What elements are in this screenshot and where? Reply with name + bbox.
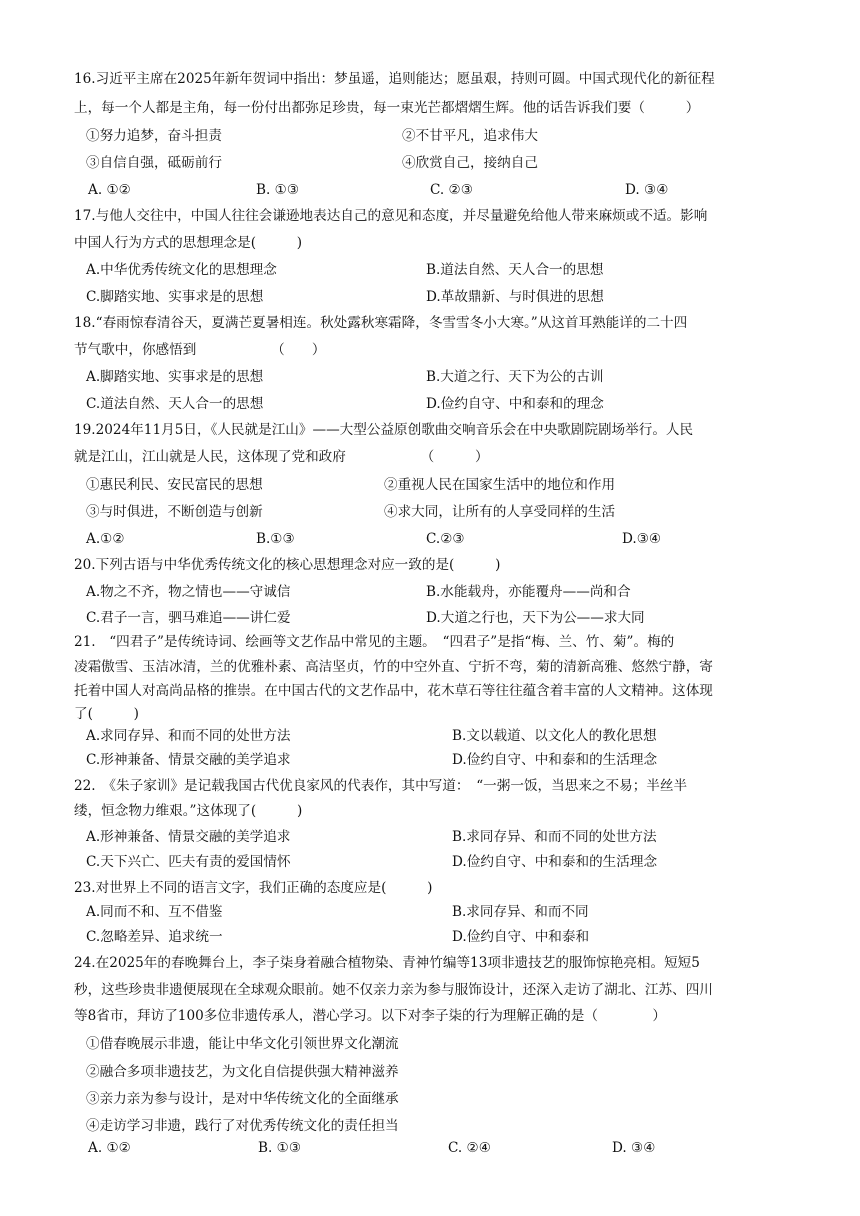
q19-statement-3: ③与时俱进，不断创造与创新 <box>86 504 263 520</box>
q23-stem-line1: 23.对世界上不同的语言文字，我们正确的态度应是( ) <box>74 880 433 896</box>
q17-choice-a[interactable]: A.中华优秀传统文化的思想理念 <box>86 262 277 278</box>
q17-stem-line1: 17.与他人交往中，中国人往往会谦逊地表达自己的意见和态度，并尽量避免给他人带来麻烦或不适。影响 <box>74 208 708 224</box>
q21-stem-line2: 凌霜傲雪、玉洁冰清，兰的优雅朴素、高洁坚贞，竹的中空外直、宁折不弯，菊的清新高雅、悠然宁静，寄 <box>74 659 713 675</box>
q23-choice-c[interactable]: C.忽略差异、追求统一 <box>86 929 223 945</box>
q21-stem-line1: 21. “四君子”是传统诗词、绘画等文艺作品中常见的主题。 “四君子”是指“梅、兰、竹、菊”。梅的 <box>74 634 675 650</box>
q18-stem-line2: 节气歌中，你感悟到 （ ） <box>74 342 326 358</box>
q16-choice-d[interactable]: D. ③④ <box>625 182 669 198</box>
q20-stem-line1: 20.下列古语与中华优秀传统文化的核心思想理念对应一致的是( ) <box>74 557 501 573</box>
q22-choice-c[interactable]: C.天下兴亡、匹夫有责的爱国情怀 <box>86 854 291 870</box>
q20-choice-c[interactable]: C.君子一言，驷马难追——讲仁爱 <box>86 610 291 626</box>
q16-choice-c[interactable]: C. ②③ <box>430 182 473 198</box>
q24-choice-a[interactable]: A. ①② <box>88 1140 131 1156</box>
q21-stem-line3: 托着中国人对高尚品格的推崇。在中国古代的文艺作品中，花木草石等往往蕴含着丰富的人文精神。这体现 <box>74 683 713 699</box>
q22-choice-b[interactable]: B.求同存异、和而不同的处世方法 <box>452 829 657 845</box>
q16-stem-line1: 16.习近平主席在2025年新年贺词中指出：梦虽遥，追则能达；愿虽艰，持则可圆。中国式现代化的新征程 <box>74 71 715 87</box>
q18-choice-d[interactable]: D.俭约自守、中和泰和的理念 <box>426 396 604 412</box>
q21-choice-a[interactable]: A.求同存异、和而不同的处世方法 <box>86 728 291 744</box>
q21-stem-line4: 了( ) <box>74 706 139 722</box>
q19-choice-d[interactable]: D.③④ <box>622 531 662 547</box>
q18-stem-line1: 18.“春雨惊春清谷天，夏满芒夏暑相连。秋处露秋寒霜降，冬雪雪冬小大寒。”从这首耳熟能详的二十四 <box>74 315 688 331</box>
q18-choice-c[interactable]: C.道法自然、天人合一的思想 <box>86 396 264 412</box>
q19-statement-2: ②重视人民在国家生活中的地位和作用 <box>384 477 616 493</box>
q22-stem-line1: 22. 《朱子家训》是记载我国古代优良家风的代表作，其中写道： “一粥一饭，当思来之不易；半丝半 <box>74 778 688 794</box>
q21-choice-b[interactable]: B.文以载道、以文化人的教化思想 <box>452 728 657 744</box>
q16-statement-4: ④欣赏自己，接纳自己 <box>402 155 538 171</box>
q20-choice-b[interactable]: B.水能载舟，亦能覆舟——尚和合 <box>426 584 631 600</box>
q24-stem-line3: 等8省市，拜访了100多位非遗传承人，潜心学习。以下对李子柒的行为理解正确的是（ ） <box>74 1008 666 1024</box>
q24-statement-3: ③亲力亲为参与设计，是对中华传统文化的全面继承 <box>86 1091 399 1107</box>
q19-choice-c[interactable]: C.②③ <box>426 531 465 547</box>
q24-choice-b[interactable]: B. ①③ <box>258 1140 302 1156</box>
q17-choice-d[interactable]: D.革故鼎新、与时俱进的思想 <box>426 289 604 305</box>
q16-choice-b[interactable]: B. ①③ <box>256 182 300 198</box>
q22-choice-d[interactable]: D.俭约自守、中和泰和的生活理念 <box>452 854 658 870</box>
q16-statement-2: ②不甘平凡，追求伟大 <box>402 128 538 144</box>
q23-choice-a[interactable]: A.同而不和、互不借鉴 <box>86 904 223 920</box>
q16-statement-1: ①努力追梦，奋斗担责 <box>86 128 222 144</box>
q19-stem-line1: 19.2024年11月5日，《人民就是江山》——大型公益原创歌曲交响音乐会在中央歌剧院剧场举行。人民 <box>74 422 694 438</box>
q24-statement-1: ①借春晚展示非遗，能让中华文化引领世界文化潮流 <box>86 1036 399 1052</box>
q24-stem-line1: 24.在2025年的春晚舞台上，李子柒身着融合植物染、青神竹编等13项非遗技艺的服饰惊艳亮相。短短5 <box>74 955 700 971</box>
q19-stem-line2: 就是江山，江山就是人民，这体现了党和政府 （ ） <box>74 449 489 465</box>
q17-stem-line2: 中国人行为方式的思想理念是( ) <box>74 235 303 251</box>
q24-stem-line2: 秒，这些珍贵非遗便展现在全球观众眼前。她不仅亲力亲为参与服饰设计，还深入走访了湖北、江苏、四川 <box>74 982 713 998</box>
q23-choice-d[interactable]: D.俭约自守、中和泰和 <box>452 929 590 945</box>
q22-stem-line2: 缕，恒念物力维艰。”这体现了( ) <box>74 803 303 819</box>
q18-choice-a[interactable]: A.脚踏实地、实事求是的思想 <box>86 369 264 385</box>
q16-choice-a[interactable]: A. ①② <box>88 182 131 198</box>
q24-choice-c[interactable]: C. ②④ <box>448 1140 491 1156</box>
q24-choice-d[interactable]: D. ③④ <box>612 1140 656 1156</box>
q19-statement-4: ④求大同，让所有的人享受同样的生活 <box>384 504 616 520</box>
q19-choice-b[interactable]: B.①③ <box>256 531 295 547</box>
q20-choice-d[interactable]: D.大道之行也，天下为公——求大同 <box>426 610 645 626</box>
q18-choice-b[interactable]: B.大道之行、天下为公的古训 <box>426 369 604 385</box>
q24-statement-2: ②融合多项非遗技艺，为文化自信提供强大精神滋养 <box>86 1064 399 1080</box>
q21-choice-c[interactable]: C.形神兼备、情景交融的美学追求 <box>86 752 291 768</box>
q19-statement-1: ①惠民利民、安民富民的思想 <box>86 477 263 493</box>
q24-statement-4: ④走访学习非遗，践行了对优秀传统文化的责任担当 <box>86 1118 399 1134</box>
q16-statement-3: ③自信自强，砥砺前行 <box>86 155 222 171</box>
q17-choice-c[interactable]: C.脚踏实地、实事求是的思想 <box>86 289 264 305</box>
q17-choice-b[interactable]: B.道法自然、天人合一的思想 <box>426 262 604 278</box>
q23-choice-b[interactable]: B.求同存异、和而不同 <box>452 904 589 920</box>
q16-stem-line2: 上，每一个人都是主角，每一份付出都弥足珍贵，每一束光芒都熠熠生辉。他的话告诉我们要（ ） <box>74 100 700 116</box>
q22-choice-a[interactable]: A.形神兼备、情景交融的美学追求 <box>86 829 291 845</box>
q19-choice-a[interactable]: A.①② <box>86 531 125 547</box>
q20-choice-a[interactable]: A.物之不齐，物之情也——守诚信 <box>86 584 291 600</box>
q21-choice-d[interactable]: D.俭约自守、中和泰和的生活理念 <box>452 752 658 768</box>
